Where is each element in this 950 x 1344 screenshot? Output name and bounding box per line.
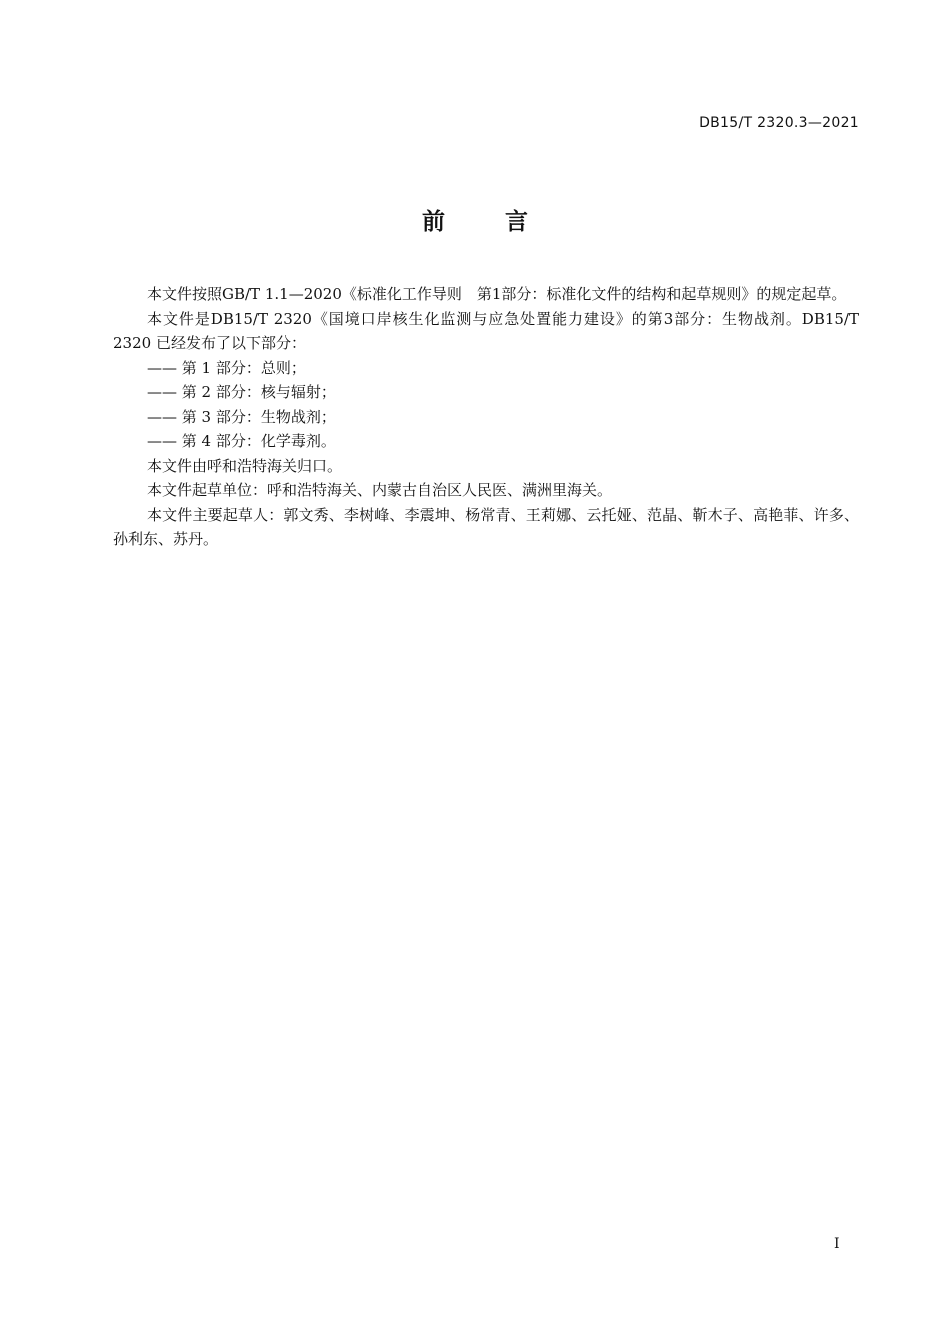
page-number: I — [834, 1236, 840, 1252]
list-item-part-4: —— 第 4 部分：化学毒剂。 — [147, 432, 336, 450]
page-title — [0, 203, 950, 236]
list-item-part-1: —— 第 1 部分：总则； — [147, 358, 306, 377]
list-item-part-2: —— 第 2 部分：核与辐射； — [147, 383, 336, 401]
title-char-2: 言 — [505, 209, 528, 235]
paragraph-drafting-rules: 本文件按照GB/T 1.1—2020《标准化工作导则 第1部分：标准化文件的结构和起草规则》的规定起草。 — [147, 285, 847, 303]
preface-body — [113, 282, 859, 552]
paragraph-responsible-unit: 本文件由呼和浩特海关归口。 — [147, 456, 343, 475]
paragraph-drafters: 本文件主要起草人：郭文秀、李树峰、李震坤、杨常青、王莉娜、云托娅、范晶、靳木子、高艳菲、许多、孙利东、苏丹。 — [113, 505, 859, 548]
list-item-part-3: —— 第 3 部分：生物战剂； — [147, 407, 336, 426]
paragraph-drafting-units: 本文件起草单位：呼和浩特海关、内蒙古自治区人民医、满洲里海关。 — [147, 481, 613, 499]
title-char-1: 前 — [422, 209, 445, 235]
standard-code: DB15/T 2320.3—2021 — [699, 115, 859, 131]
paragraph-document-part: 本文件是DB15/T 2320《国境口岸核生化监测与应急处置能力建设》的第3部分：生物战剂。DB15/T 2320 已经发布了以下部分： — [113, 309, 859, 352]
